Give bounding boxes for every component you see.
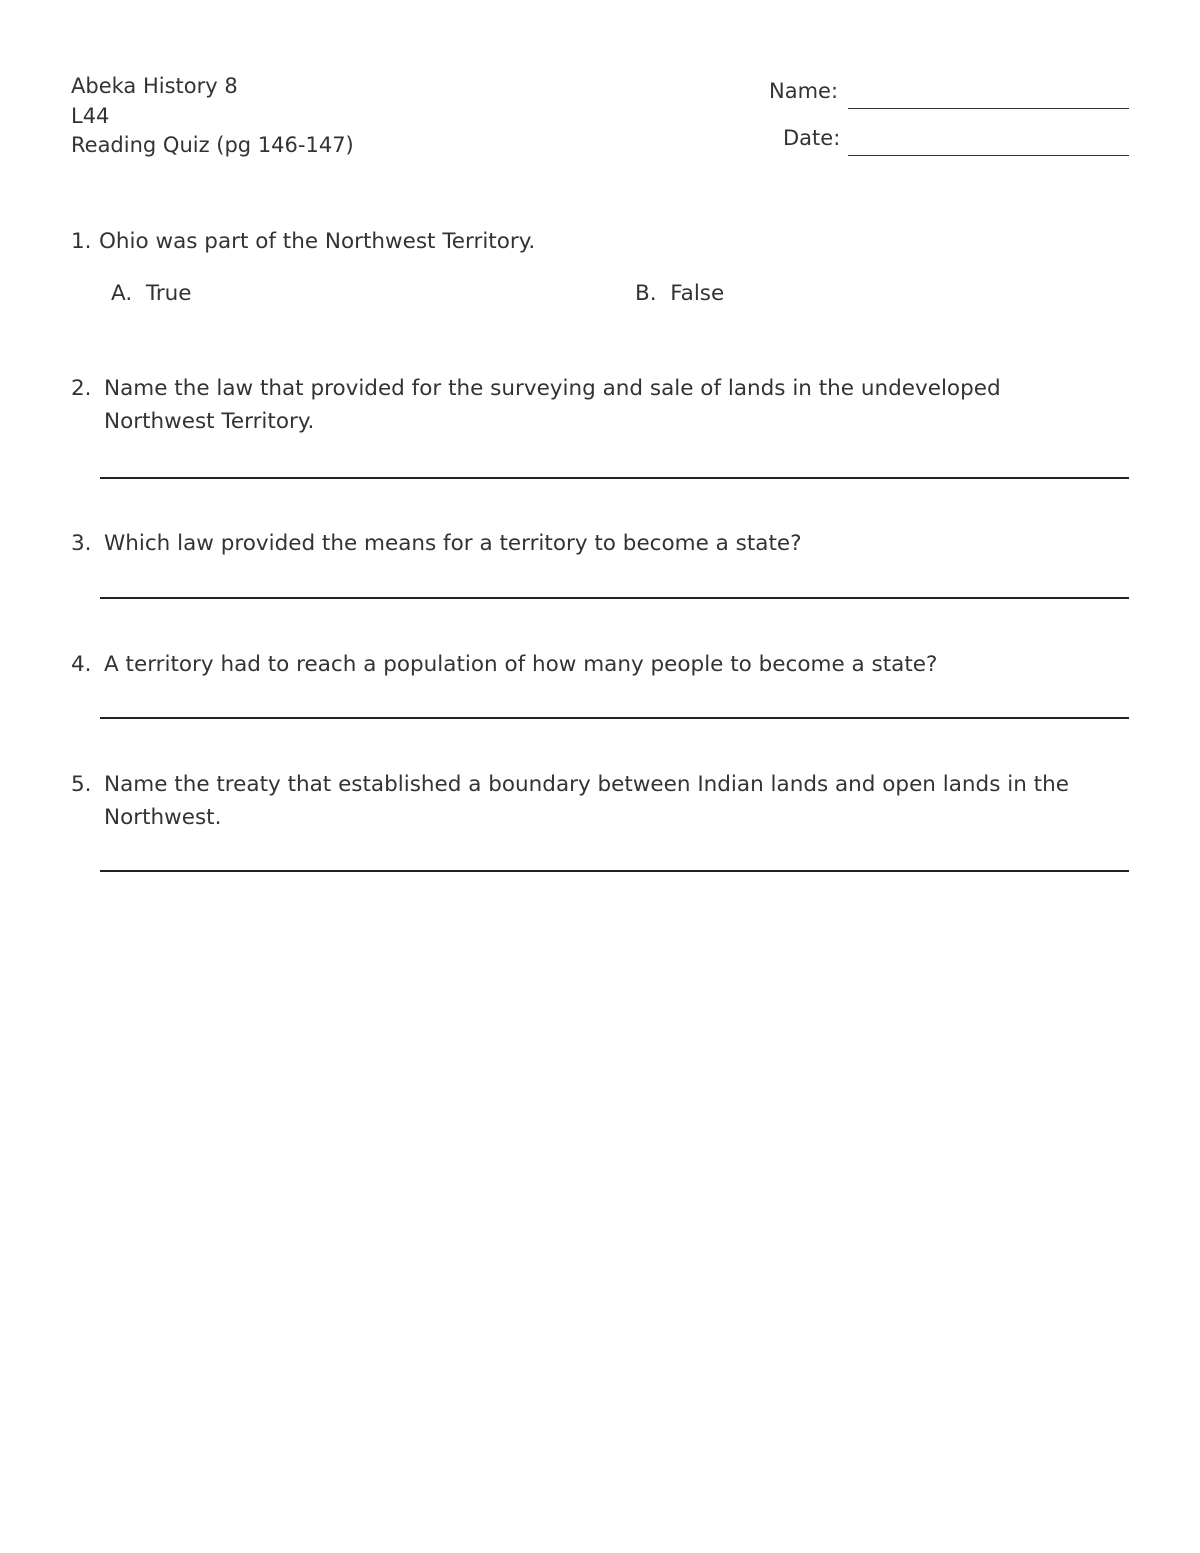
question-text: Name the law that provided for the surveying and sale of lands in the undeveloped Northwest Territory.	[104, 376, 1001, 434]
question-text: Name the treaty that established a boundary between Indian lands and open lands in the Northwest.	[104, 772, 1069, 830]
answer-line-5[interactable]	[100, 870, 1129, 872]
quiz-header	[71, 72, 354, 161]
question-text: Which law provided the means for a territory to become a state?	[104, 531, 802, 556]
answer-line-3[interactable]	[100, 597, 1129, 599]
question-text: Ohio was part of the Northwest Territory.	[99, 229, 536, 254]
quiz-title: Reading Quiz (pg 146-147)	[71, 133, 354, 157]
option-text: False	[670, 281, 725, 306]
question-text: A territory had to reach a population of how many people to become a state?	[104, 652, 938, 677]
option-b[interactable]	[635, 279, 724, 309]
answer-line-2[interactable]	[100, 477, 1129, 479]
question-number: 4.	[71, 652, 92, 677]
option-letter: B.	[635, 281, 657, 306]
course-title: Abeka History 8	[71, 74, 238, 98]
option-a[interactable]	[111, 279, 192, 309]
question-number: 5.	[71, 772, 92, 797]
date-label: Date:	[783, 126, 841, 150]
option-text: True	[145, 281, 192, 306]
option-letter: A.	[111, 281, 133, 306]
name-line[interactable]	[848, 108, 1129, 109]
name-label: Name:	[769, 79, 839, 103]
lesson-number: L44	[71, 103, 110, 128]
answer-line-4[interactable]	[100, 717, 1129, 719]
date-line[interactable]	[848, 155, 1129, 156]
question-number: 2.	[71, 376, 92, 401]
question-number: 1.	[71, 229, 92, 254]
question-number: 3.	[71, 531, 92, 556]
